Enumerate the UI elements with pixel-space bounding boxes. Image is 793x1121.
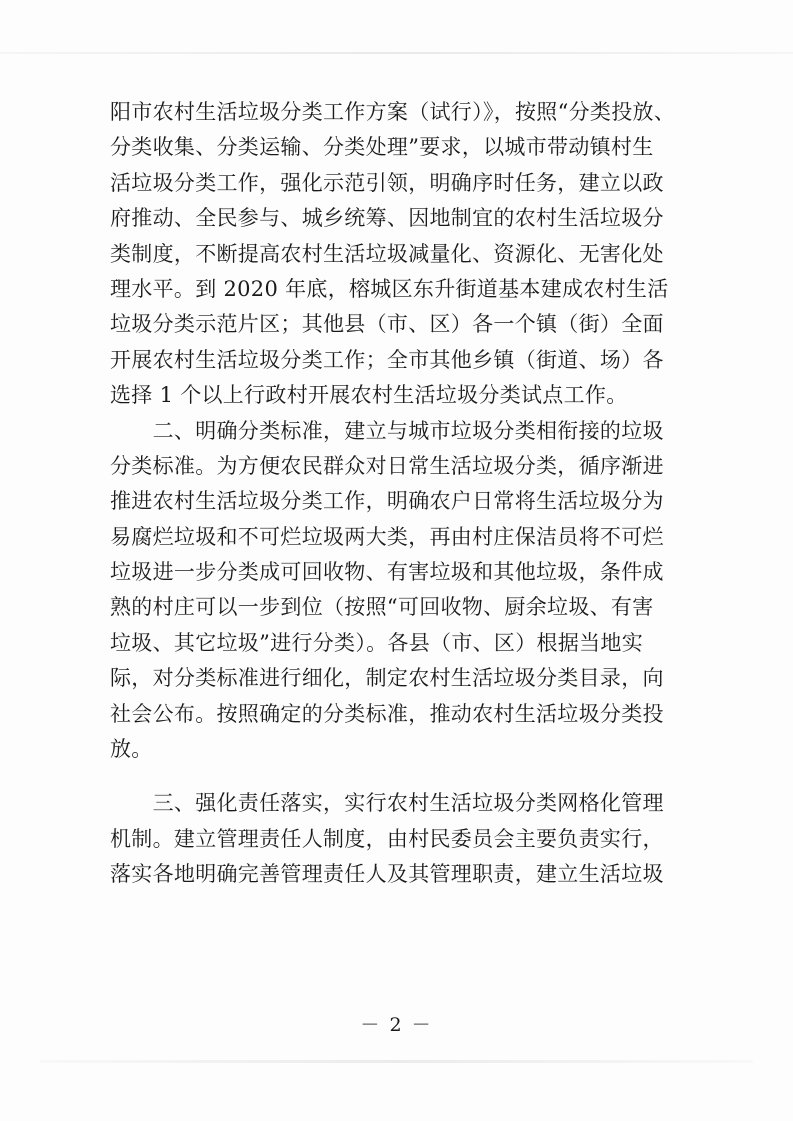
paragraph-line: 机制。建立管理责任人制度，由村民委员会主要负责实行， [110, 826, 664, 851]
paragraph-line: 垃圾进一步分类成可回收物、有害垃圾和其他垃圾，条件成 [110, 560, 664, 585]
paragraph-line: 际，对分类标准进行细化，制定农村生活垃圾分类目录，向 [110, 666, 664, 691]
paragraph-line: 熟的村庄可以一步到位（按照“可回收物、厨余垃圾、有害 [110, 595, 654, 620]
paragraph-line: 开展农村生活垃圾分类工作；全市其他乡镇（街道、场）各 [110, 347, 664, 372]
paragraph-spacer [110, 767, 690, 786]
paragraph-3 [110, 786, 690, 892]
page-number: － 2 － [360, 1014, 433, 1036]
paragraph-line: 选择 1 个以上行政村开展农村生活垃圾分类试点工作。 [110, 383, 628, 408]
scan-edge-bottom [40, 1060, 753, 1063]
paragraph-line: 分类标准。为方便农民群众对日常生活垃圾分类，循序渐进 [110, 453, 664, 478]
paragraph-line: 推进农村生活垃圾分类工作，明确农户日常将生活垃圾分为 [110, 489, 664, 514]
document-body [110, 95, 690, 893]
paragraph-line: 分类收集、分类运输、分类处理”要求，以城市带动镇村生 [110, 135, 654, 160]
section-heading-line: 二、明确分类标准，建立与城市垃圾分类相衔接的垃圾 [110, 418, 664, 443]
section-heading-line: 三、强化责任落实，实行农村生活垃圾分类网格化管理 [110, 791, 664, 816]
paragraph-line: 理水平。到 2020 年底，榕城区东升街道基本建成农村生活 [110, 276, 669, 301]
paragraph-line: 落实各地明确完善管理责任人及其管理职责，建立生活垃圾 [110, 862, 664, 887]
paragraph-line: 社会公布。按照确定的分类标准，推动农村生活垃圾分类投 [110, 701, 664, 726]
paragraph-line: 类制度，不断提高农村生活垃圾减量化、资源化、无害化处 [110, 241, 664, 266]
paragraph-2 [110, 414, 690, 768]
paragraph-line: 活垃圾分类工作，强化示范引领，明确序时任务，建立以政 [110, 170, 664, 195]
paragraph-line: 垃圾、其它垃圾”进行分类）。各县（市、区）根据当地实 [110, 630, 644, 655]
paragraph-1 [110, 95, 690, 414]
paragraph-line: 放。 [110, 737, 153, 762]
paragraph-line: 府推动、全民参与、城乡统筹、因地制宜的农村生活垃圾分 [110, 206, 664, 231]
paragraph-line: 阳市农村生活垃圾分类工作方案（试行）》，按照“分类投放、 [110, 100, 676, 124]
paragraph-line: 垃圾分类示范片区；其他县（市、区）各一个镇（街）全面 [110, 312, 664, 337]
scan-edge-top [0, 52, 793, 54]
paragraph-line: 易腐烂垃圾和不可烂垃圾两大类，再由村庄保洁员将不可烂 [110, 524, 664, 549]
